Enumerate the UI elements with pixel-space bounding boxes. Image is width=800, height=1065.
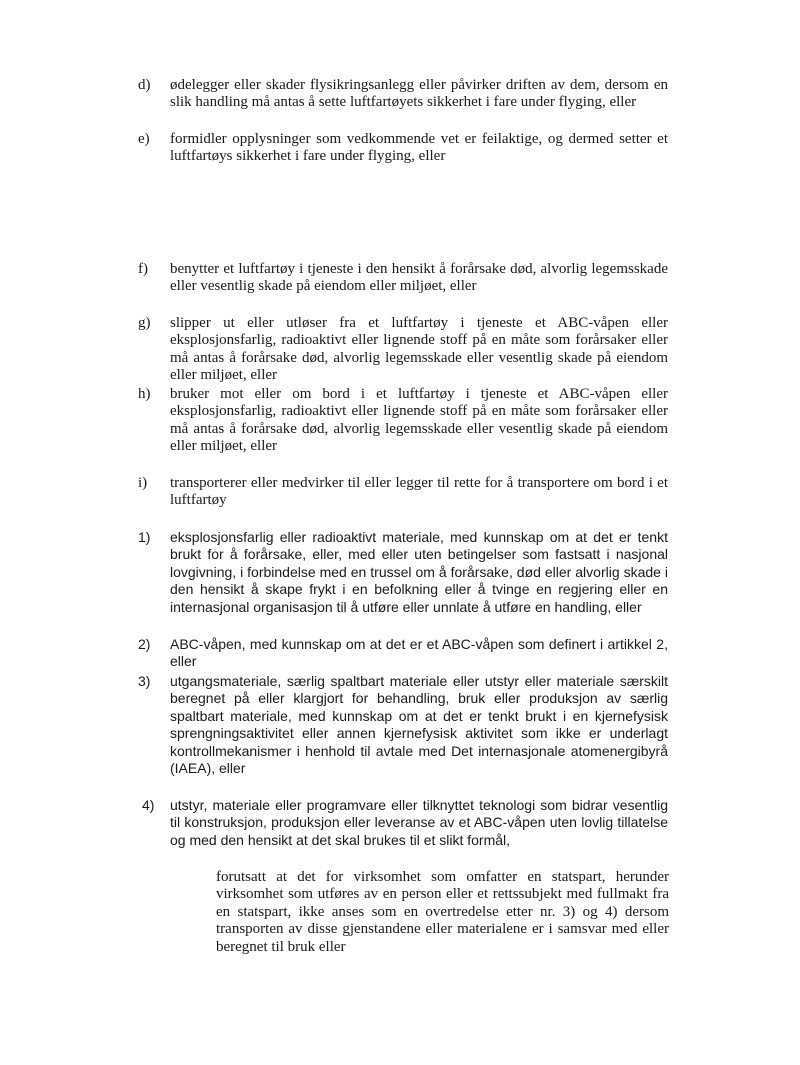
- item-marker: h): [138, 386, 151, 402]
- item-text: benytter et luftfartøy i tjeneste i den hensikt å forårsake død, alvorlig legemsskade eller vesentlig skade på eiendom eller miljøet, eller: [170, 261, 668, 295]
- item-text: formidler opplysninger som vedkommende vet er feilaktige, og dermed setter et luftfartøys sikkerhet i fare under flyging, eller: [170, 131, 668, 165]
- item-text: utgangsmateriale, særlig spaltbart materiale eller utstyr eller materiale særskilt beregnet på eller klargjort for behandling, bruk eller produksjon av særlig spaltbart materiale, med kunnskap om at det er tenkt brukt i en kjernefysisk sprengningsaktivitet eller annen kjernefysisk aktivitet som ikke er underlagt kontrollmekanismer i henhold til avtale med Det internasjonale atomenergibyrå (IAEA), eller: [170, 673, 668, 777]
- item-text: utstyr, materiale eller programvare eller tilknyttet teknologi som bidrar vesentlig til konstruksjon, produksjon eller leveranse av et ABC-våpen uten lovlig tillatelse og med den hensikt at det skal brukes til et slikt formål,: [170, 797, 668, 848]
- continuation-paragraph: forutsatt at det for virksomhet som omfatter en statspart, herunder virksomhet som utføres av en person eller et rettssubjekt med fullmakt fra en statspart, ikke anses som en overtredelse etter nr. 3) og 4) dersom transporten av disse gjenstandene eller materialene er i samsvar med eller beregnet til bruk eller: [216, 869, 669, 955]
- item-text: slipper ut eller utløser fra et luftfartøy i tjeneste et ABC-våpen eller eksplosjonsfarlig, radioaktivt eller lignende stoff på en måte som forårsaker eller må antas å forårsake død, alvorlig legemsskade eller vesentlig skade på eiendom eller miljøet, eller: [170, 315, 668, 384]
- item-marker: 2): [138, 636, 151, 652]
- item-marker: 3): [138, 673, 151, 689]
- item-marker: g): [138, 315, 151, 331]
- item-marker: f): [138, 261, 148, 277]
- item-text: ødelegger eller skader flysikringsanlegg eller påvirker driften av dem, dersom en slik handling må antas å sette luftfartøyets sikkerhet i fare under flyging, eller: [170, 77, 668, 111]
- item-marker: 4): [142, 797, 155, 813]
- item-marker: 1): [138, 529, 151, 545]
- item-marker: d): [138, 77, 151, 93]
- item-text: ABC-våpen, med kunnskap om at det er et ABC-våpen som definert i artikkel 2, eller: [170, 636, 668, 670]
- item-marker: i): [138, 475, 148, 491]
- item-marker: e): [138, 131, 150, 147]
- item-text: transporterer eller medvirker til eller legger til rette for å transportere om bord i et luftfartøy: [170, 475, 668, 509]
- item-text: eksplosjonsfarlig eller radioaktivt materiale, med kunnskap om at det er tenkt brukt for å forårsake, eller, med eller uten betingelser som fastsatt i nasjonal lovgivning, i forbindelse med en trussel om å forårsake, død eller alvorlig skade i den hensikt å skape frykt i en befolkning eller å tvinge en regjering eller en internasjonal organisasjon til å utføre eller unnlate å utføre en handling, eller: [170, 529, 668, 615]
- item-text: bruker mot eller om bord i et luftfartøy i tjeneste et ABC-våpen eller eksplosjonsfarlig, radioaktivt eller lignende stoff på en måte som forårsaker eller må antas å forårsake død, alvorlig legemsskade eller vesentlig skade på eiendom eller miljøet, eller: [170, 386, 668, 455]
